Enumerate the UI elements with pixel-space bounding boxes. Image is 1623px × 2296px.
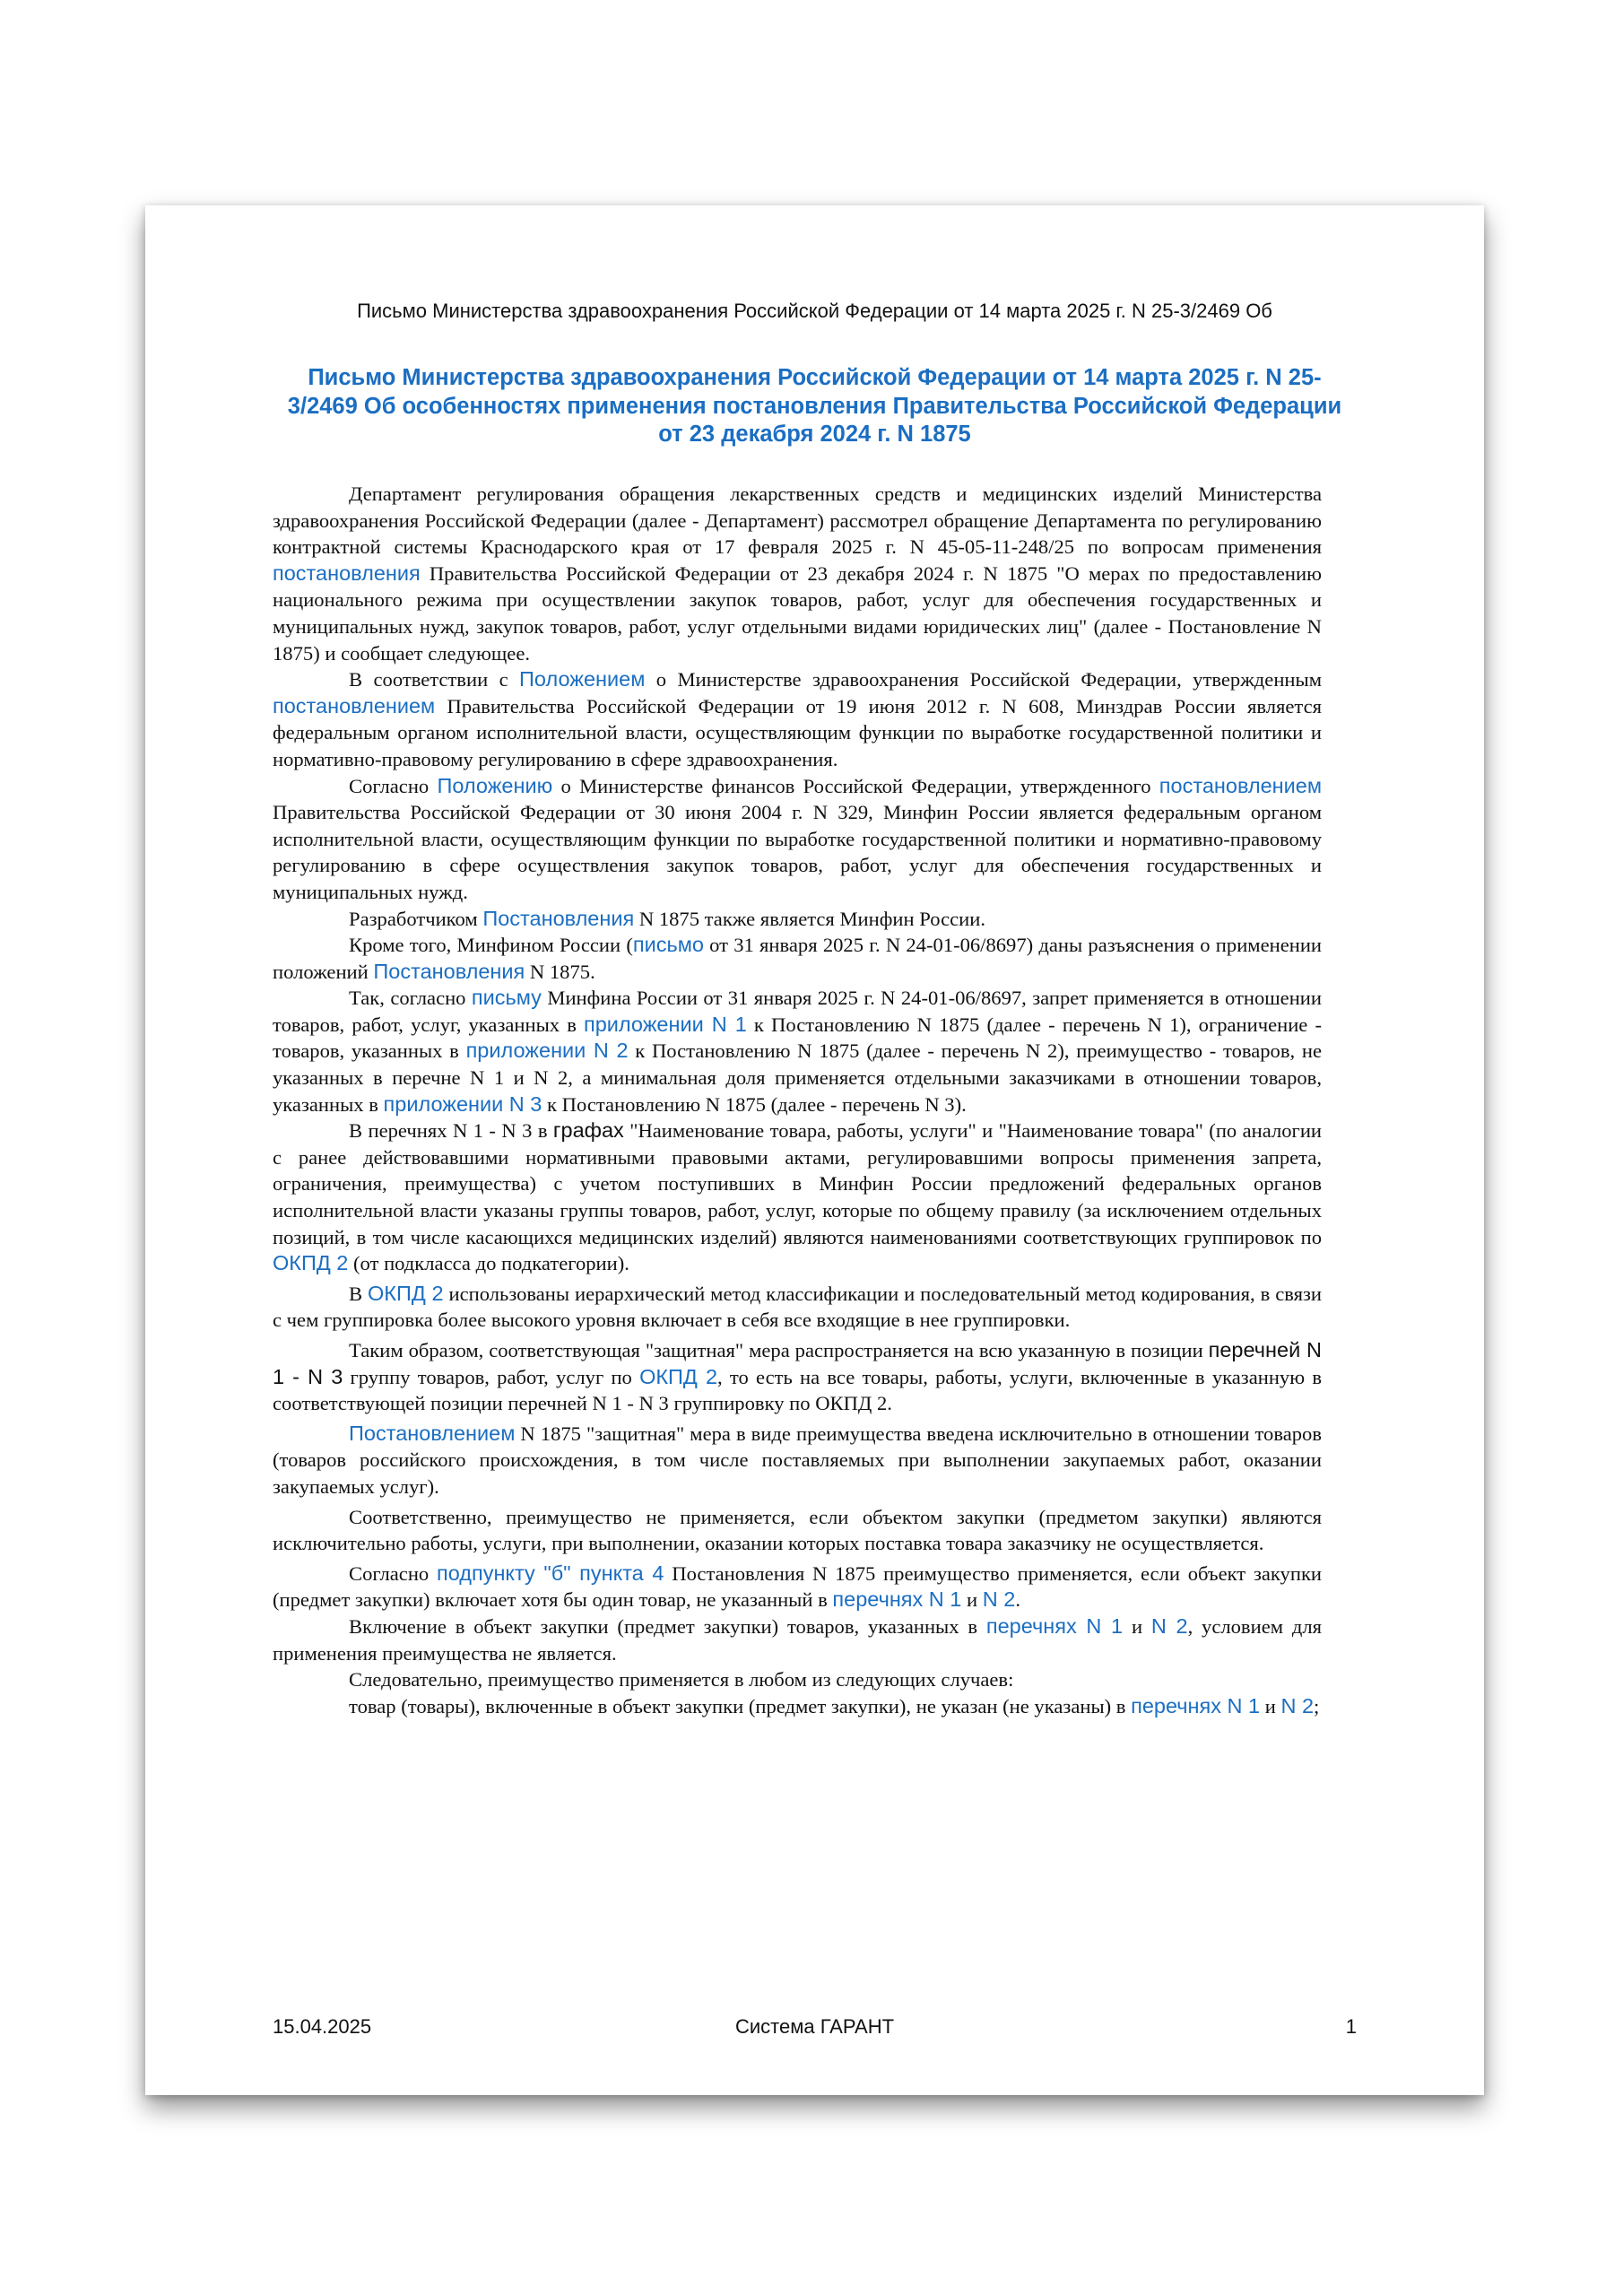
paragraph-14: Следовательно, преимущество применяется в любом из следующих случаев: [349, 1668, 1014, 1692]
paragraph-1: Департамент регулирования обращения лекарственных средств и медицинских изделий Министерства здравоохранения Российской Федерации (далее - Департамент) рассмотрел обращение Департамента по регулированию контрактной системы Краснодарского края от 17 февраля 2025 г. N 45-05-11-248/25 по вопросам применения постановления Правительства Российской Федерации от 23 декабря 2024 г. N 1875 "О мерах по предоставлению национального режима при осуществлении закупок товаров, работ, услуг для обеспечения государственных и муниципальных нужд, закупок товаров, работ, услуг отдельными видами юридических лиц" (далее - Постановление N 1875) и сообщает следующее. [273, 483, 1322, 665]
paragraph-7: В перечнях N 1 - N 3 в графах "Наименование товара, работы, услуги" и "Наименование товара" (по аналогии с ранее действовавшими нормативными правовыми актами, регулировавшими вопросы применения запрета, ограничения, преимущества) с учетом поступивших в Минфин России предложений федеральных органов исполнительной власти указаны группы товаров, работ, услуг, которые по общему правилу (за исключением отдельных позиций, в том числе касающихся медицинских изделий) являются наименованиями соответствующих группировок по ОКПД 2 (от подкласса до подкатегории). [273, 1118, 1323, 1275]
term-grafah: графах [552, 1118, 624, 1143]
link-polozheniem[interactable]: Положением [519, 667, 646, 691]
link-postanovleniem-608[interactable]: постановлением [273, 693, 436, 718]
link-n2-b[interactable]: N 2 [1150, 1613, 1188, 1638]
paragraph-2: В соответствии с Положением о Министерстве здравоохранения Российской Федерации, утвержденным постановлением Правительства Российской Федерации от 19 июня 2012 г. N 608, Минздрав России является федеральным органом исполнительной власти, осуществляющим функции по выработке государственной политики и нормативно-правовому регулированию в сфере здравоохранения. [273, 667, 1322, 770]
link-postanovleniya-1875[interactable]: Постановления [482, 906, 635, 930]
paragraph-10: Постановлением N 1875 "защитная" мера в виде преимущества введена исключительно в отношении товаров (товаров российского происхождения, в том числе поставляемых при выполнении закупаемых работ, оказании закупаемых услуг). [273, 1421, 1322, 1498]
link-okpd2-c[interactable]: ОКПД 2 [639, 1364, 718, 1388]
paragraph-12: Согласно подпункту "б" пункта 4 Постановления N 1875 преимущество применяется, если объект закупки (предмет закупки) включает хотя бы один товар, не указанный в перечнях N 1 и N 2. [273, 1561, 1323, 1612]
paragraph-9: Таким образом, соответствующая "защитная" мера распространяется на всю указанную в позиции перечней N 1 - N 3 группу товаров, работ, услуг по ОКПД 2, то есть на все товары, работы, услуги, включенные в указанную в соответствующей позиции перечней N 1 - N 3 группировку по ОКПД 2. [273, 1338, 1323, 1415]
page-number: 1 [1345, 2015, 1357, 2038]
link-postanovleniya-1875-b[interactable]: Постановления [373, 959, 525, 983]
link-perechnyah-1[interactable]: перечнях N 1 [832, 1587, 962, 1612]
link-n2-c[interactable]: N 2 [1280, 1693, 1315, 1718]
link-n2[interactable]: N 2 [982, 1587, 1016, 1612]
link-perechnyah-1-b[interactable]: перечнях N 1 [985, 1613, 1124, 1638]
paragraph-15: товар (товары), включенные в объект закупки (предмет закупки), не указан (не указаны) в перечнях N 1 и N 2; [349, 1693, 1320, 1718]
link-pismo[interactable]: письмо [632, 933, 704, 957]
paragraph-5: Кроме того, Минфином России (письмо от 31 января 2025 г. N 24-01-06/8697) даны разъяснения о применении положений Постановления N 1875. [273, 933, 1322, 983]
paragraph-3: Согласно Положению о Министерстве финансов Российской Федерации, утвержденного постановлением Правительства Российской Федерации от 30 июня 2004 г. N 329, Минфин России является федеральным органом исполнительной власти, осуществляющим функции по выработке государственной политики и нормативно-правовому регулированию в сфере осуществления закупок товаров, работ, услуг для обеспечения государственных и муниципальных нужд. [273, 773, 1322, 903]
paragraph-4: Разработчиком Постановления N 1875 также является Минфин России. [349, 906, 985, 930]
footer-system: Система ГАРАНТ [734, 2015, 895, 2038]
link-polozheniyu[interactable]: Положению [437, 773, 553, 797]
footer-date: 15.04.2025 [273, 2015, 372, 2038]
link-okpd2-b[interactable]: ОКПД 2 [367, 1281, 444, 1305]
paragraph-8: В ОКПД 2 использованы иерархический метод классификации и последовательный метод кодирования, в связи с чем группировка более высокого уровня включает в себя все входящие в нее группировки. [273, 1281, 1323, 1332]
paragraph-11: Соответственно, преимущество не применяется, если объектом закупки (предметом закупки) являются исключительно работы, услуги, при выполнении, оказании которых поставка товара заказчику не осуществляется. [273, 1505, 1322, 1555]
document-page [145, 205, 1484, 2095]
link-postanovleniem-329[interactable]: постановлением [1159, 773, 1322, 797]
paragraph-6: Так, согласно письму Минфина России от 31 января 2025 г. N 24-01-06/8697, запрет применяется в отношении товаров, работ, услуг, указанных в приложении N 1 к Постановлению N 1875 (далее - перечень N 1), ограничение - товаров, указанных в приложении N 2 к Постановлению N 1875 (далее - перечень N 2), преимущество - товаров, не указанных в перечне N 1 и N 2, а минимальная доля применяется отдельными заказчиками в отношении товаров, указанных в приложении N 3 к Постановлению N 1875 (далее - перечень N 3). [273, 986, 1323, 1116]
link-prilozhenie-3[interactable]: приложении N 3 [383, 1091, 542, 1116]
running-header: Письмо Министерства здравоохранения Российской Федерации от 14 марта 2025 г. N 25-3/2469 Об [357, 300, 1272, 322]
link-postanovleniem-1875[interactable]: Постановлением [349, 1421, 516, 1445]
document-title: Письмо Министерства здравоохранения Российской Федерации от 14 марта 2025 г. N 25-3/2469 Об особенностях применения постановления Правительства Российской Федерации от 23 декабря 2024 г. N 1875 [287, 365, 1342, 447]
paragraph-13: Включение в объект закупки (предмет закупки) товаров, указанных в перечнях N 1 и N 2, условием для применения преимущества не является. [273, 1613, 1322, 1665]
document-body [273, 481, 1322, 1719]
link-prilozhenie-2[interactable]: приложении N 2 [465, 1039, 629, 1063]
term-perechney: перечней N 1 - N 3 [273, 1338, 1322, 1388]
link-pismu[interactable]: письму [471, 986, 542, 1010]
link-okpd2[interactable]: ОКПД 2 [273, 1251, 349, 1275]
link-postanovleniya[interactable]: постановления [273, 561, 421, 585]
link-prilozhenie-1[interactable]: приложении N 1 [584, 1012, 747, 1036]
link-podpunkt-b-punkta-4[interactable]: подпункту "б" пункта 4 [436, 1561, 664, 1585]
link-perechnyah-1-c[interactable]: перечнях N 1 [1131, 1693, 1261, 1718]
